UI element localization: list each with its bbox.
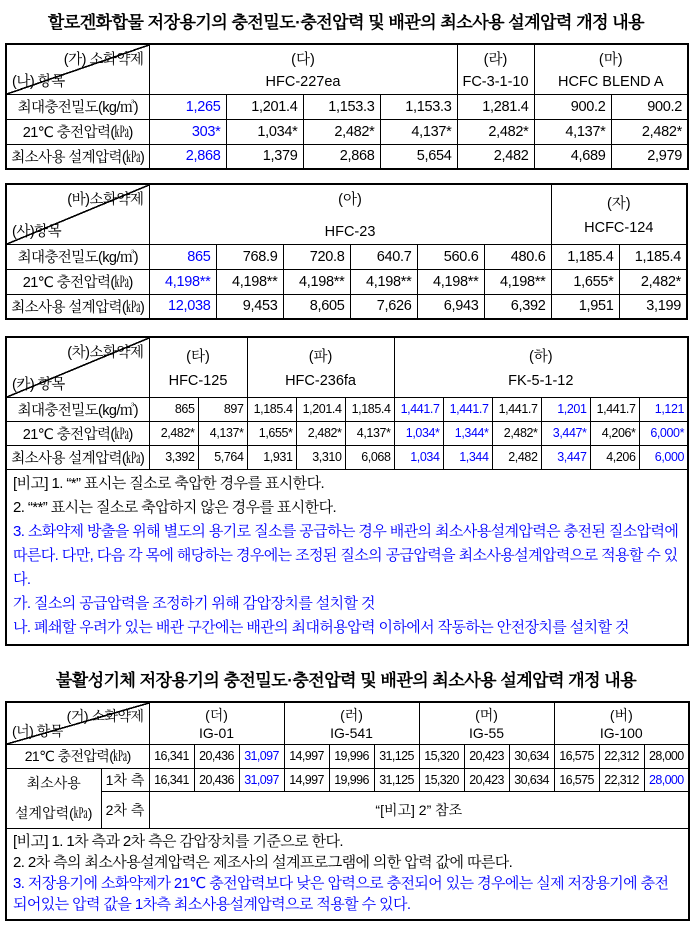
group-header-hfc227ea: [149, 44, 457, 94]
value-cell: 5,764: [198, 445, 247, 469]
group-name: HFC-125: [168, 372, 228, 389]
corner-cell: [6, 337, 149, 397]
value-cell: 768.9: [216, 244, 283, 269]
table-row-charge-pressure: [6, 421, 688, 445]
value-cell: 3,447*: [541, 421, 590, 445]
note-line-1: [비고] 1. “*” 표시는 질소로 축압한 경우를 표시한다.: [13, 474, 325, 492]
row-label-cell: 최대충전밀도(kg/㎥): [6, 397, 149, 421]
min-design-pressure-label-cell: [6, 768, 101, 828]
value-cell: 1,951: [551, 294, 619, 319]
table-row-charge-pressure: [6, 119, 688, 144]
value-cell: 1,441.7: [492, 397, 541, 421]
value-cell: 7,626: [350, 294, 417, 319]
group-header-fc3110: [457, 44, 534, 94]
corner-agent-label: (바)소화약제: [67, 192, 144, 208]
group-name: HFC-236fa: [285, 372, 356, 389]
value-cell: 5,654: [380, 144, 457, 169]
value-cell: 2,482: [492, 445, 541, 469]
table-row-min-design-pressure: [6, 144, 688, 169]
note-line-2: 2. “**” 표시는 질소로 축압하지 않은 경우를 표시한다.: [13, 498, 337, 516]
table-row-charge-pressure: [6, 269, 687, 294]
value-cell: 28,000: [644, 744, 689, 768]
value-cell: 480.6: [484, 244, 551, 269]
group-code: (라): [483, 52, 508, 68]
group-name: HCFC BLEND A: [557, 73, 664, 90]
group-header-hfc125: [149, 337, 247, 397]
value-cell: 1,931: [247, 445, 296, 469]
value-cell: 16,575: [554, 768, 599, 791]
value-cell: 3,199: [619, 294, 687, 319]
secondary-side-reference-cell: “[비고] 2” 참조: [149, 791, 689, 828]
value-cell: 15,320: [419, 768, 464, 791]
group-name: HFC-23: [324, 223, 376, 240]
table-header-row: [6, 44, 688, 94]
value-cell: 4,198**: [484, 269, 551, 294]
value-cell: 4,198**: [149, 269, 216, 294]
note-line-5: 나. 폐쇄할 우려가 있는 배관 구간에는 배관의 최대허용압력 이하에서 작동하는 안전장치를 설치할 것: [13, 618, 629, 636]
notes-cell: [6, 469, 688, 645]
row-label-cell: 최소사용 설계압력(㎪): [6, 144, 149, 169]
value-cell: 900.2: [534, 94, 611, 119]
notes-cell: [6, 828, 689, 920]
row-label-cell: 최소사용 설계압력(㎪): [6, 445, 149, 469]
value-cell: 4,137*: [345, 421, 394, 445]
value-cell: 2,482*: [611, 119, 688, 144]
corner-item-label: (너) 항목: [12, 722, 63, 739]
corner-agent-label: (차)소화약제: [67, 345, 144, 361]
value-cell: 20,423: [464, 744, 509, 768]
min-design-label-line2: 설계압력(㎪): [15, 804, 93, 821]
corner-item-label: (카) 항목: [12, 376, 65, 393]
value-cell: 4,198**: [216, 269, 283, 294]
value-cell: 640.7: [350, 244, 417, 269]
value-cell: 22,312: [599, 768, 644, 791]
value-cell: 1,655*: [551, 269, 619, 294]
row-label-cell: 21℃ 충전압력(㎪): [6, 421, 149, 445]
value-cell: 20,423: [464, 768, 509, 791]
group-code: (자): [606, 195, 631, 212]
table-header-row: [6, 702, 689, 745]
value-cell: 1,201: [541, 397, 590, 421]
value-cell: 19,996: [329, 744, 374, 768]
value-cell: 2,868: [303, 144, 380, 169]
group-header-hcfc-blend-a: [534, 44, 688, 94]
value-cell: 15,320: [419, 744, 464, 768]
group-header-hfc23: [149, 184, 551, 244]
value-cell: 2,482*: [303, 119, 380, 144]
value-cell: 2,979: [611, 144, 688, 169]
value-cell: 2,868: [149, 144, 226, 169]
corner-agent-label: (가) 소화약제: [63, 52, 144, 68]
value-cell: 1,153.3: [303, 94, 380, 119]
value-cell: 4,137*: [198, 421, 247, 445]
group-code: (파): [308, 348, 333, 365]
value-cell: 6,943: [417, 294, 484, 319]
group-code: (러): [340, 706, 363, 723]
table-notes-row: [6, 469, 688, 645]
row-label-cell: 최소사용 설계압력(㎪): [6, 294, 149, 319]
value-cell: 897: [198, 397, 247, 421]
halocarbon-table-3: [5, 336, 689, 646]
min-design-label-line1: 최소사용: [26, 774, 81, 791]
value-cell: 1,655*: [247, 421, 296, 445]
table-header-row: [6, 337, 688, 397]
value-cell: 31,125: [374, 744, 419, 768]
group-header-ig541: [284, 702, 419, 745]
value-cell: 16,341: [149, 768, 194, 791]
value-cell: 1,185.4: [247, 397, 296, 421]
value-cell: 4,137*: [380, 119, 457, 144]
value-cell: 1,441.7: [443, 397, 492, 421]
value-cell: 1,441.7: [394, 397, 443, 421]
corner-cell: [6, 44, 149, 94]
halocarbon-table-1: [5, 43, 689, 170]
value-cell: 2,482*: [296, 421, 345, 445]
table-row-primary-side: [6, 768, 689, 791]
value-cell: 20,436: [194, 768, 239, 791]
value-cell: 9,453: [216, 294, 283, 319]
value-cell: 2,482*: [492, 421, 541, 445]
value-cell: 3,310: [296, 445, 345, 469]
group-name: IG-01: [199, 724, 235, 741]
value-cell: 2,482*: [457, 119, 534, 144]
group-code: (하): [528, 348, 553, 365]
value-cell: 2,482*: [619, 269, 687, 294]
group-code: (더): [205, 706, 228, 723]
value-cell: 4,198**: [417, 269, 484, 294]
value-cell: 1,034*: [226, 119, 303, 144]
value-cell: 1,344*: [443, 421, 492, 445]
row-label-cell: 최대충전밀도(kg/㎥): [6, 244, 149, 269]
value-cell: 1,185.4: [551, 244, 619, 269]
table-row-max-density: [6, 94, 688, 119]
table-row-max-density: [6, 397, 688, 421]
group-header-ig01: [149, 702, 284, 745]
group-name: HFC-227ea: [265, 73, 341, 90]
value-cell: 1,379: [226, 144, 303, 169]
table-header-row: [6, 184, 687, 244]
group-code: (머): [475, 706, 498, 723]
value-cell: 4,198**: [350, 269, 417, 294]
value-cell: 900.2: [611, 94, 688, 119]
value-cell: 2,482*: [149, 421, 198, 445]
value-cell: 865: [149, 397, 198, 421]
section-title-inert-gas: 불활성기체 저장용기의 충전밀도·충전압력 및 배관의 최소사용 설계압력 개정 내용: [55, 670, 637, 690]
table-row-secondary-side: [6, 791, 689, 828]
value-cell: 3,447: [541, 445, 590, 469]
value-cell: 16,341: [149, 744, 194, 768]
value-cell: 1,281.4: [457, 94, 534, 119]
value-cell: 20,436: [194, 744, 239, 768]
group-header-ig55: [419, 702, 554, 745]
value-cell: 1,441.7: [590, 397, 639, 421]
secondary-side-label-cell: 2차 측: [101, 791, 149, 828]
value-cell: 1,153.3: [380, 94, 457, 119]
group-header-hcfc124: [551, 184, 687, 244]
corner-cell: [6, 184, 149, 244]
value-cell: 560.6: [417, 244, 484, 269]
value-cell: 30,634: [509, 744, 554, 768]
value-cell: 1,265: [149, 94, 226, 119]
row-label-cell: 21℃ 충전압력(㎪): [6, 269, 149, 294]
corner-cell: [6, 702, 149, 745]
value-cell: 31,125: [374, 768, 419, 791]
corner-item-label: (나) 항목: [12, 73, 65, 90]
row-label-cell: 21℃ 충전압력(㎪): [6, 744, 149, 768]
row-label-cell: 최대충전밀도(kg/㎥): [6, 94, 149, 119]
value-cell: 1,121: [639, 397, 688, 421]
table-row-charge-pressure: [6, 744, 689, 768]
value-cell: 30,634: [509, 768, 554, 791]
note-line-1: [비고] 1. 1차 측과 2차 측은 감압장치를 기준으로 한다.: [13, 832, 343, 850]
group-name: IG-100: [599, 724, 643, 741]
group-name: FC-3-1-10: [462, 73, 529, 90]
corner-item-label: (사)항목: [12, 223, 62, 240]
value-cell: 31,097: [239, 744, 284, 768]
value-cell: 31,097: [239, 768, 284, 791]
value-cell: 1,034*: [394, 421, 443, 445]
value-cell: 19,996: [329, 768, 374, 791]
note-line-3: 3. 저장용기에 소화약제가 21℃ 충전압력보다 낮은 압력으로 충전되어 있는 경우에는 실제 저장용기에 충전되어있는 압력 값을 1차측 최소사용설계압력으로 적용할 수 있다.: [13, 874, 669, 913]
value-cell: 6,392: [484, 294, 551, 319]
group-code: (타): [186, 348, 210, 365]
value-cell: 28,000: [644, 768, 689, 791]
group-code: (버): [609, 706, 633, 723]
value-cell: 22,312: [599, 744, 644, 768]
value-cell: 14,997: [284, 768, 329, 791]
value-cell: 6,000: [639, 445, 688, 469]
group-header-ig100: [554, 702, 689, 745]
value-cell: 1,185.4: [345, 397, 394, 421]
corner-agent-label: (거) 소화약제: [66, 707, 144, 724]
value-cell: 6,068: [345, 445, 394, 469]
value-cell: 1,201.4: [226, 94, 303, 119]
value-cell: 865: [149, 244, 216, 269]
note-line-2: 2. 2차 측의 최소사용설계압력은 제조사의 설계프로그램에 의한 압력 값에 따른다.: [13, 853, 513, 871]
table-notes-row: [6, 828, 689, 920]
value-cell: 4,206*: [590, 421, 639, 445]
value-cell: 6,000*: [639, 421, 688, 445]
value-cell: 1,201.4: [296, 397, 345, 421]
note-line-4: 가. 질소의 공급압력을 조정하기 위해 감압장치를 설치할 것: [13, 594, 375, 612]
value-cell: 8,605: [283, 294, 350, 319]
group-code: (마): [598, 52, 623, 68]
value-cell: 303*: [149, 119, 226, 144]
value-cell: 16,575: [554, 744, 599, 768]
primary-side-label-cell: 1차 측: [101, 768, 149, 791]
value-cell: 1,344: [443, 445, 492, 469]
value-cell: 4,137*: [534, 119, 611, 144]
value-cell: 14,997: [284, 744, 329, 768]
group-name: IG-541: [330, 724, 373, 741]
value-cell: 3,392: [149, 445, 198, 469]
group-code: (아): [338, 192, 362, 208]
table-row-min-design-pressure: [6, 294, 687, 319]
value-cell: 4,689: [534, 144, 611, 169]
value-cell: 12,038: [149, 294, 216, 319]
value-cell: 4,206: [590, 445, 639, 469]
value-cell: 4,198**: [283, 269, 350, 294]
value-cell: 1,034: [394, 445, 443, 469]
section-title-halocarbon: 할로겐화합물 저장용기의 충전밀도·충전압력 및 배관의 최소사용 설계압력 개정 내용: [47, 13, 645, 32]
inert-gas-table: [5, 701, 690, 921]
row-label-cell: 21℃ 충전압력(㎪): [6, 119, 149, 144]
value-cell: 720.8: [283, 244, 350, 269]
group-name: HCFC-124: [584, 219, 654, 236]
note-line-3: 3. 소화약제 방출을 위해 별도의 용기로 질소를 공급하는 경우 배관의 최소사용설계압력은 충전된 질소압력에 따른다. 다만, 다음 각 목에 해당하는 경우에는 조정된 질소의 공급압력을 최소사용설계압력으로 적용할 수 있다.: [13, 522, 679, 588]
group-code: (다): [291, 52, 315, 68]
table-row-max-density: [6, 244, 687, 269]
table-row-min-design-pressure: [6, 445, 688, 469]
group-name: IG-55: [469, 724, 505, 741]
halocarbon-table-2: [5, 183, 688, 320]
group-header-fk5112: [394, 337, 688, 397]
group-name: FK-5-1-12: [508, 372, 574, 389]
value-cell: 2,482: [457, 144, 534, 169]
group-header-hfc236fa: [247, 337, 394, 397]
value-cell: 1,185.4: [619, 244, 687, 269]
